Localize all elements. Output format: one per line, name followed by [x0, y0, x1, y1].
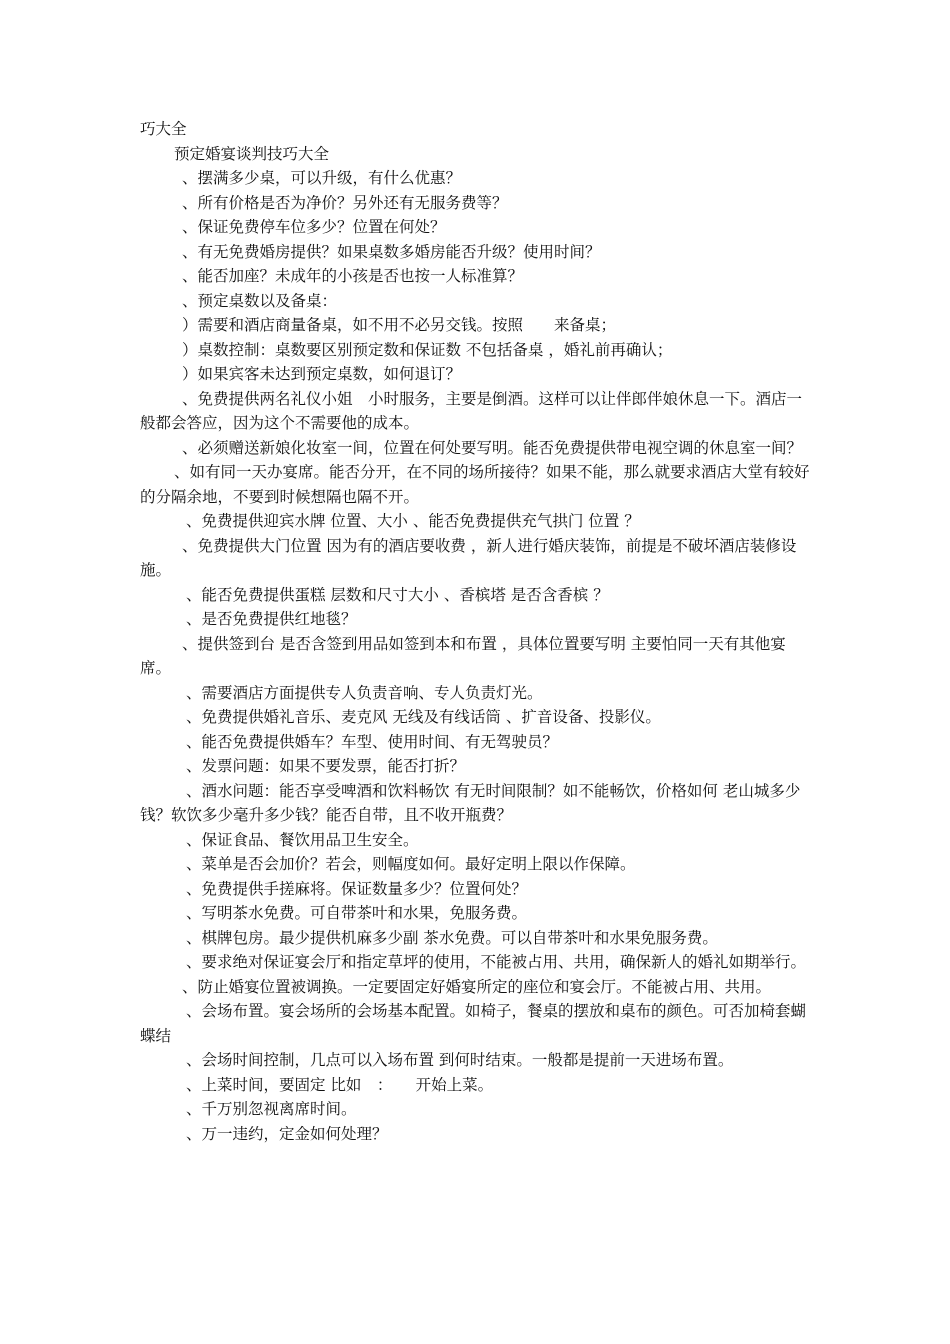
document-body [140, 117, 815, 1146]
document-title: 预定婚宴谈判技巧大全 [174, 144, 330, 163]
list-item: 、保证食品、餐饮用品卫生安全。 [186, 830, 419, 849]
list-item: 、预定桌数以及备桌： [182, 291, 338, 310]
list-item: 、摆满多少桌，可以升级，有什么优惠？ [182, 169, 462, 187]
list-item: 、千万别忽视离席时间。 [186, 1100, 357, 1118]
sub-item: ）桌数控制：桌数要区别预定数和保证数 不包括备桌 ，婚礼前再确认； [182, 340, 673, 359]
list-item: 、所有价格是否为净价？另外还有无服务费等？ [182, 193, 508, 212]
list-item: 、如有同一天办宴席。能否分开，在不同的场所接待？如果不能，那么就要求酒店大堂有较好的分隔余地，不要到时候想隔也隔不开。 [140, 463, 810, 506]
list-item: 、酒水问题：能否享受啤酒和饮料畅饮 有无时间限制？如不能畅饮，价格如何 老山城多少钱？软饮多少毫升多少钱？能否自带，且不收开瓶费？ [140, 781, 801, 824]
list-item: 、能否免费提供婚车？车型、使用时间、有无驾驶员？ [186, 732, 559, 751]
sub-item: ）如果宾客未达到预定桌数，如何退订？ [182, 365, 462, 383]
list-item: 、需要酒店方面提供专人负责音响、专人负责灯光。 [186, 683, 543, 702]
list-item: 、防止婚宴位置被调换。一定要固定好婚宴所定的座位和宴会厅。不能被占用、共用。 [182, 977, 772, 996]
list-item: 、有无免费婚房提供？如果桌数多婚房能否升级？使用时间？ [182, 242, 601, 261]
list-item: 、会场布置。宴会场所的会场基本配置。如椅子，餐桌的摆放和桌布的颜色。可否加椅套蝴蝶结 [140, 1002, 807, 1045]
list-item: 、免费提供迎宾水牌 位置、大小 、能否免费提供充气拱门 位置 ？ [186, 512, 640, 530]
list-item: 、提供签到台 是否含签到用品如签到本和布置 ，具体位置要写明 主要怕同一天有其他宴席。 [140, 634, 786, 677]
list-item: 、上菜时间，要固定 比如 ： 开始上菜。 [186, 1075, 494, 1094]
list-item: 、发票问题：如果不要发票，能否打折？ [186, 757, 466, 775]
list-item: 、免费提供两名礼仪小姐 小时服务，主要是倒酒。这样可以让伴郎伴娘休息一下。酒店一般都会答应，因为这个不需要他的成本。 [140, 389, 803, 432]
sub-item: ）需要和酒店商量备桌，如不用不必另交钱。按照 来备桌； [182, 316, 617, 334]
list-item: 、能否免费提供蛋糕 层数和尺寸大小 、香槟塔 是否含香槟 ？ [186, 585, 609, 604]
list-item: 、会场时间控制，几点可以入场布置 到何时结束。一般都是提前一天进场布置。 [186, 1051, 734, 1069]
list-item: 、保证免费停车位多少？位置在何处？ [182, 218, 446, 236]
list-item: 、能否加座？未成年的小孩是否也按一人标准算？ [182, 267, 524, 285]
list-item: 、是否免费提供红地毯？ [186, 610, 357, 628]
list-item: 、菜单是否会加价？若会，则幅度如何。最好定明上限以作保障。 [186, 855, 636, 873]
document-header: 巧大全 [140, 120, 187, 138]
list-item: 、免费提供大门位置 因为有的酒店要收费 ，新人进行婚庆装饰，前提是不破坏酒店装修设施。 [140, 536, 797, 579]
list-item: 、棋牌包房。最少提供机麻多少副 茶水免费。可以自带茶叶和水果免服务费。 [186, 928, 718, 947]
list-item: 、写明茶水免费。可自带茶叶和水果，免服务费。 [186, 904, 528, 922]
list-item: 、必须赠送新娘化妆室一间，位置在何处要写明。能否免费提供带电视空调的休息室一间？ [182, 438, 803, 457]
list-item: 、免费提供手搓麻将。保证数量多少？位置何处？ [186, 879, 528, 898]
list-item: 、万一违约，定金如何处理？ [186, 1124, 388, 1143]
list-item: 、免费提供婚礼音乐、麦克风 无线及有线话筒 、扩音设备、投影仪。 [186, 708, 661, 726]
list-item: 、要求绝对保证宴会厅和指定草坪的使用，不能被占用、共用，确保新人的婚礼如期举行。 [186, 953, 807, 971]
